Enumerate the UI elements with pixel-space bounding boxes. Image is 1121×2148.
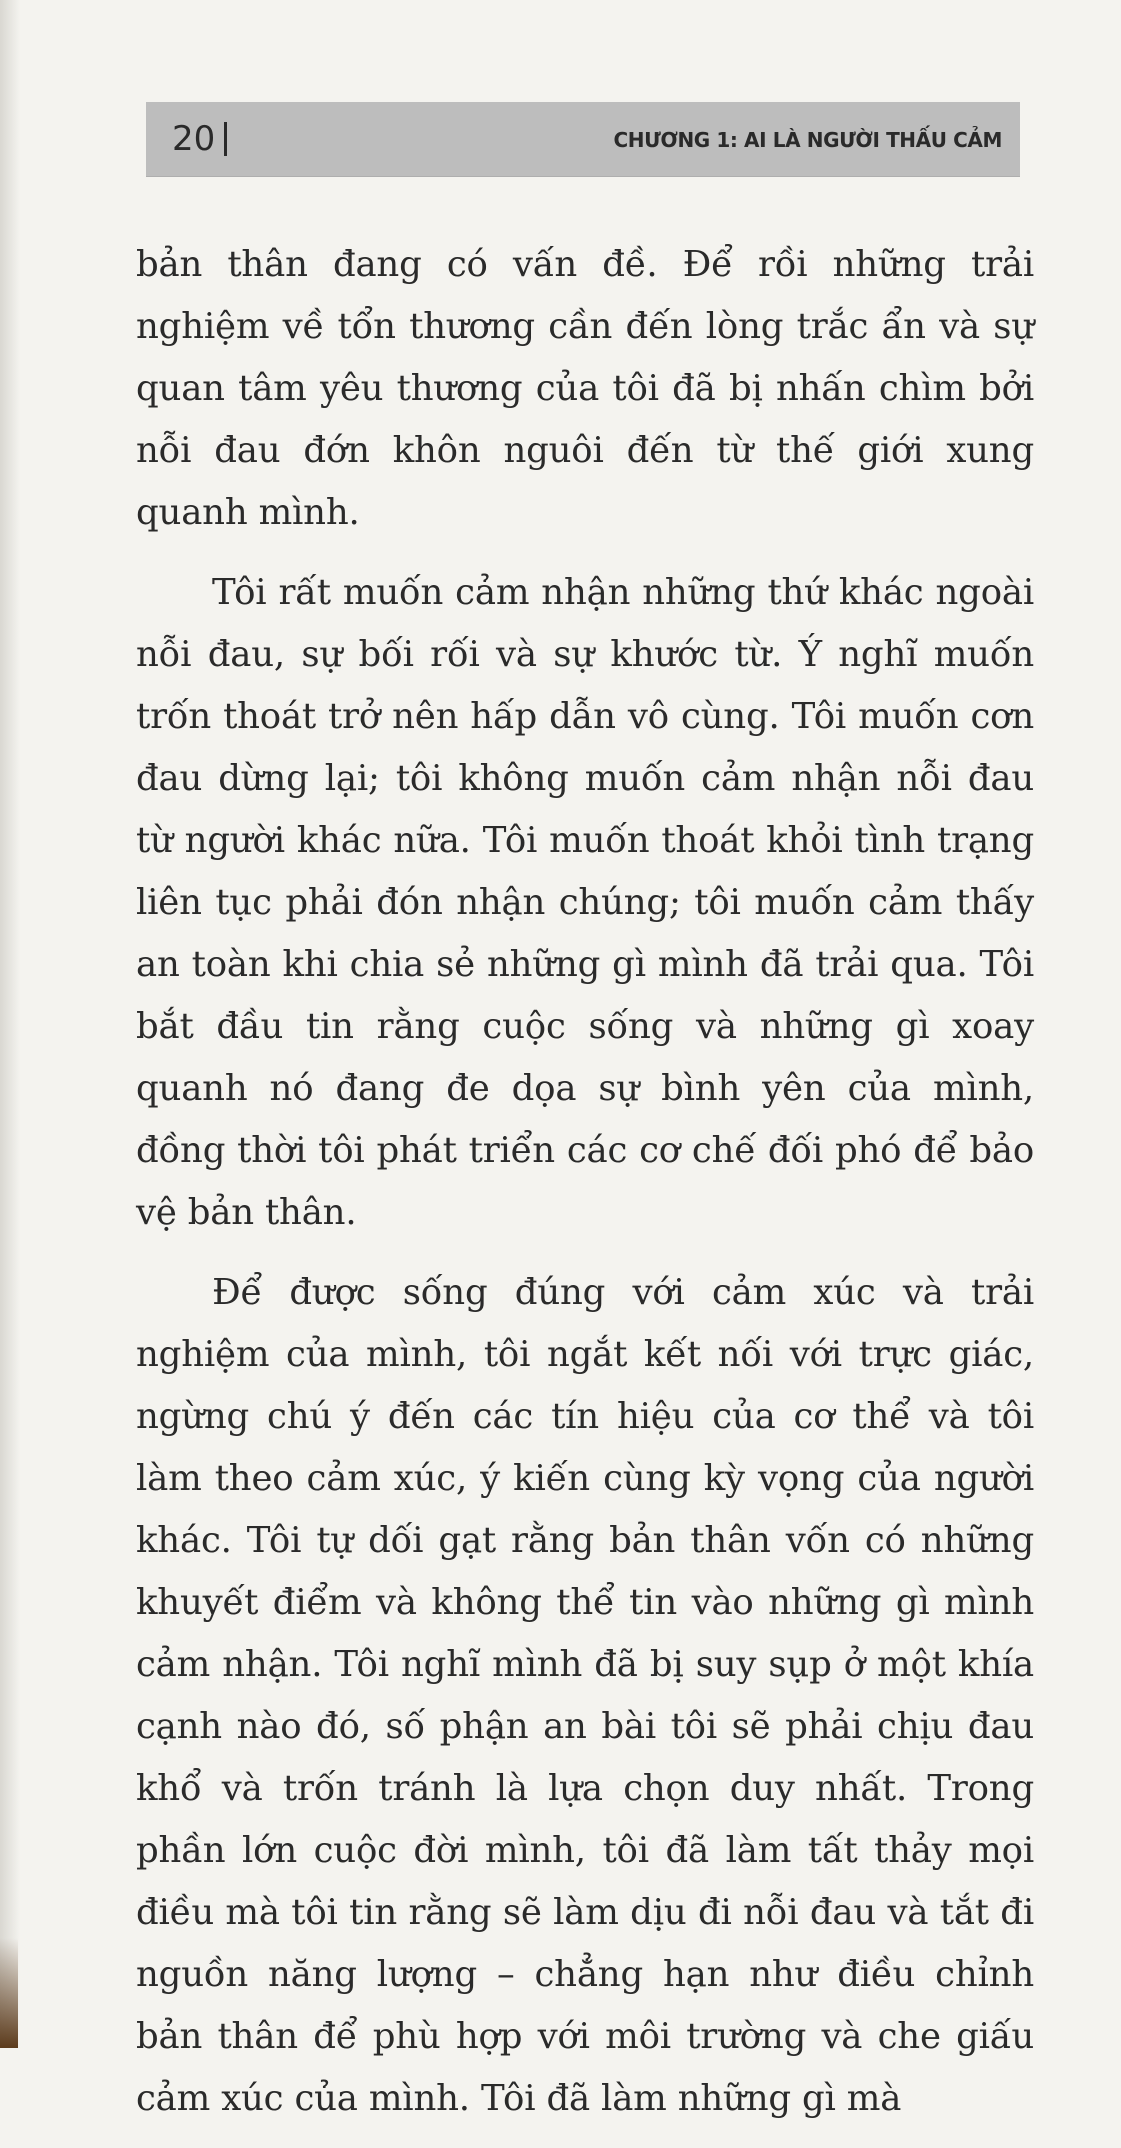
running-header [146, 102, 1020, 177]
paragraph: Để được sống đúng với cảm xúc và trải nghiệm của mình, tôi ngắt kết nối với trực giác, ngừng chú ý đến các tín hiệu của cơ thể và tôi làm theo cảm xúc, ý kiến cùng kỳ vọng của người khác. Tôi tự dối gạt rằng bản thân vốn có những khuyết điểm và không thể tin vào những gì mình cảm nhận. Tôi nghĩ mình đã bị suy sụp ở một khía cạnh nào đó, số phận an bài tôi sẽ phải chịu đau khổ và trốn tránh là lựa chọn duy nhất. Trong phần lớn cuộc đời mình, tôi đã làm tất thảy mọi điều mà tôi tin rằng sẽ làm dịu đi nỗi đau và tắt đi nguồn năng lượng – chẳng hạn như điều chỉnh bản thân để phù hợp với môi trường và che giấu cảm xúc của mình. Tôi đã làm những gì mà [136, 1272, 1034, 2119]
page-left-shadow [0, 0, 20, 2048]
body-text [136, 234, 1034, 2148]
page-edge-smudge [0, 1938, 18, 2048]
chapter-title: CHƯƠNG 1: AI LÀ NGƯỜI THẤU CẢM [613, 128, 1002, 152]
page-number: 20 [172, 119, 216, 159]
paragraph: Tôi rất muốn cảm nhận những thứ khác ngoài nỗi đau, sự bối rối và sự khước từ. Ý nghĩ muốn trốn thoát trở nên hấp dẫn vô cùng. Tôi muốn cơn đau dừng lại; tôi không muốn cảm nhận nỗi đau từ người khác nữa. Tôi muốn thoát khỏi tình trạng liên tục phải đón nhận chúng; tôi muốn cảm thấy an toàn khi chia sẻ những gì mình đã trải qua. Tôi bắt đầu tin rằng cuộc sống và những gì xoay quanh nó đang đe dọa sự bình yên của mình, đồng thời tôi phát triển các cơ chế đối phó để bảo vệ bản thân. [136, 572, 1034, 1233]
header-divider [224, 122, 227, 156]
paragraph-continuation: bản thân đang có vấn đề. Để rồi những trải nghiệm về tổn thương cần đến lòng trắc ẩn và sự quan tâm yêu thương của tôi đã bị nhấn chìm bởi nỗi đau đớn khôn nguôi đến từ thế giới xung quanh mình. [136, 244, 1034, 533]
